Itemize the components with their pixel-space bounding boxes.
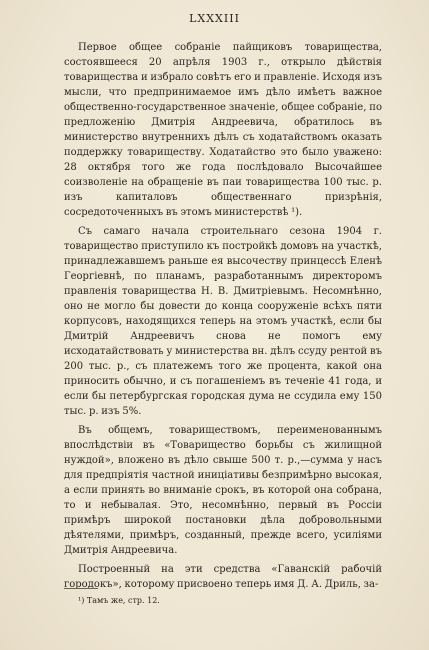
footnote-divider: [64, 588, 98, 589]
paragraph: Съ самаго начала строительнаго сезона 1904 г. товарищество приступило къ постройкѣ домовъ на участкѣ, принадлежавшемъ раньше ея высочеству принцессѣ Еленѣ Георгіевнѣ, по планамъ, разработаннымъ директоромъ правленія товарищества Н. В. Дмитріевымъ. Несомнѣнно, оно не могло бы довести до конца сооруженіе всѣхъ пяти корпусовъ, находящихся теперь на этомъ участкѣ, если бы Дмитрій Андреевичъ снова не помогъ ему исходатайствовать у министерства вн. дѣлъ ссуду рентой въ 200 тыс. р., съ платежемъ того же процента, какой она приносить обычно, и съ погашеніемъ въ теченіе 41 года, и если бы петербургская городская дума не ссудила ему 150 тыс. р. изъ 5%.: [64, 226, 382, 417]
page-number: LXXXIII: [189, 12, 240, 25]
paragraph: Въ общемъ, товариществомъ, переименованнымъ впослѣдствіи въ «Товарищество борьбы съ жилищной нуждой», вложено въ дѣло свыше 500 т. р.,—сумма у насъ для предпріятія частной иниціативы безпримѣрно высокая, а если принять во вниманіе срокъ, въ которой она собрана, то и небывалая. Это, несомнѣнно, первый въ Россіи примѣръ широкой постановки дѣла добровольными дѣятелями, примѣръ, созданный, прежде всего, усиліями Дмитрія Андреевича.: [64, 425, 382, 556]
page-body: [64, 40, 382, 596]
paragraph: Первое общее собраніе пайщиковъ товарищества, состоявшееся 20 апрѣля 1903 г., открыло дѣйствія товарищества и избрало совѣтъ его и правленіе. Исходя изъ мысли, что предпринимаемое имъ дѣло имѣетъ важное общественно-государственное значеніе, общее собраніе, по предложенію Дмитрія Андреевича, обратилось въ министерство внутреннихъ дѣлъ съ ходатайствомъ оказать поддержку товариществу. Ходатайство это было уважено: 28 октября того же года послѣдовало Высочайшее соизволеніе на обращеніе въ паи товарищества 100 тыс. р. изъ капиталовъ общественнаго призрѣнія, сосредоточенныхъ въ этомъ министерствѣ ¹).: [64, 42, 382, 218]
paragraph: Построенный на эти средства «Гаванскій рабочій городокъ», которому присвоено теперь имя Д. А. Дриль, за-: [64, 564, 382, 590]
footnote: ¹) Тамъ же, стр. 12.: [78, 596, 160, 605]
